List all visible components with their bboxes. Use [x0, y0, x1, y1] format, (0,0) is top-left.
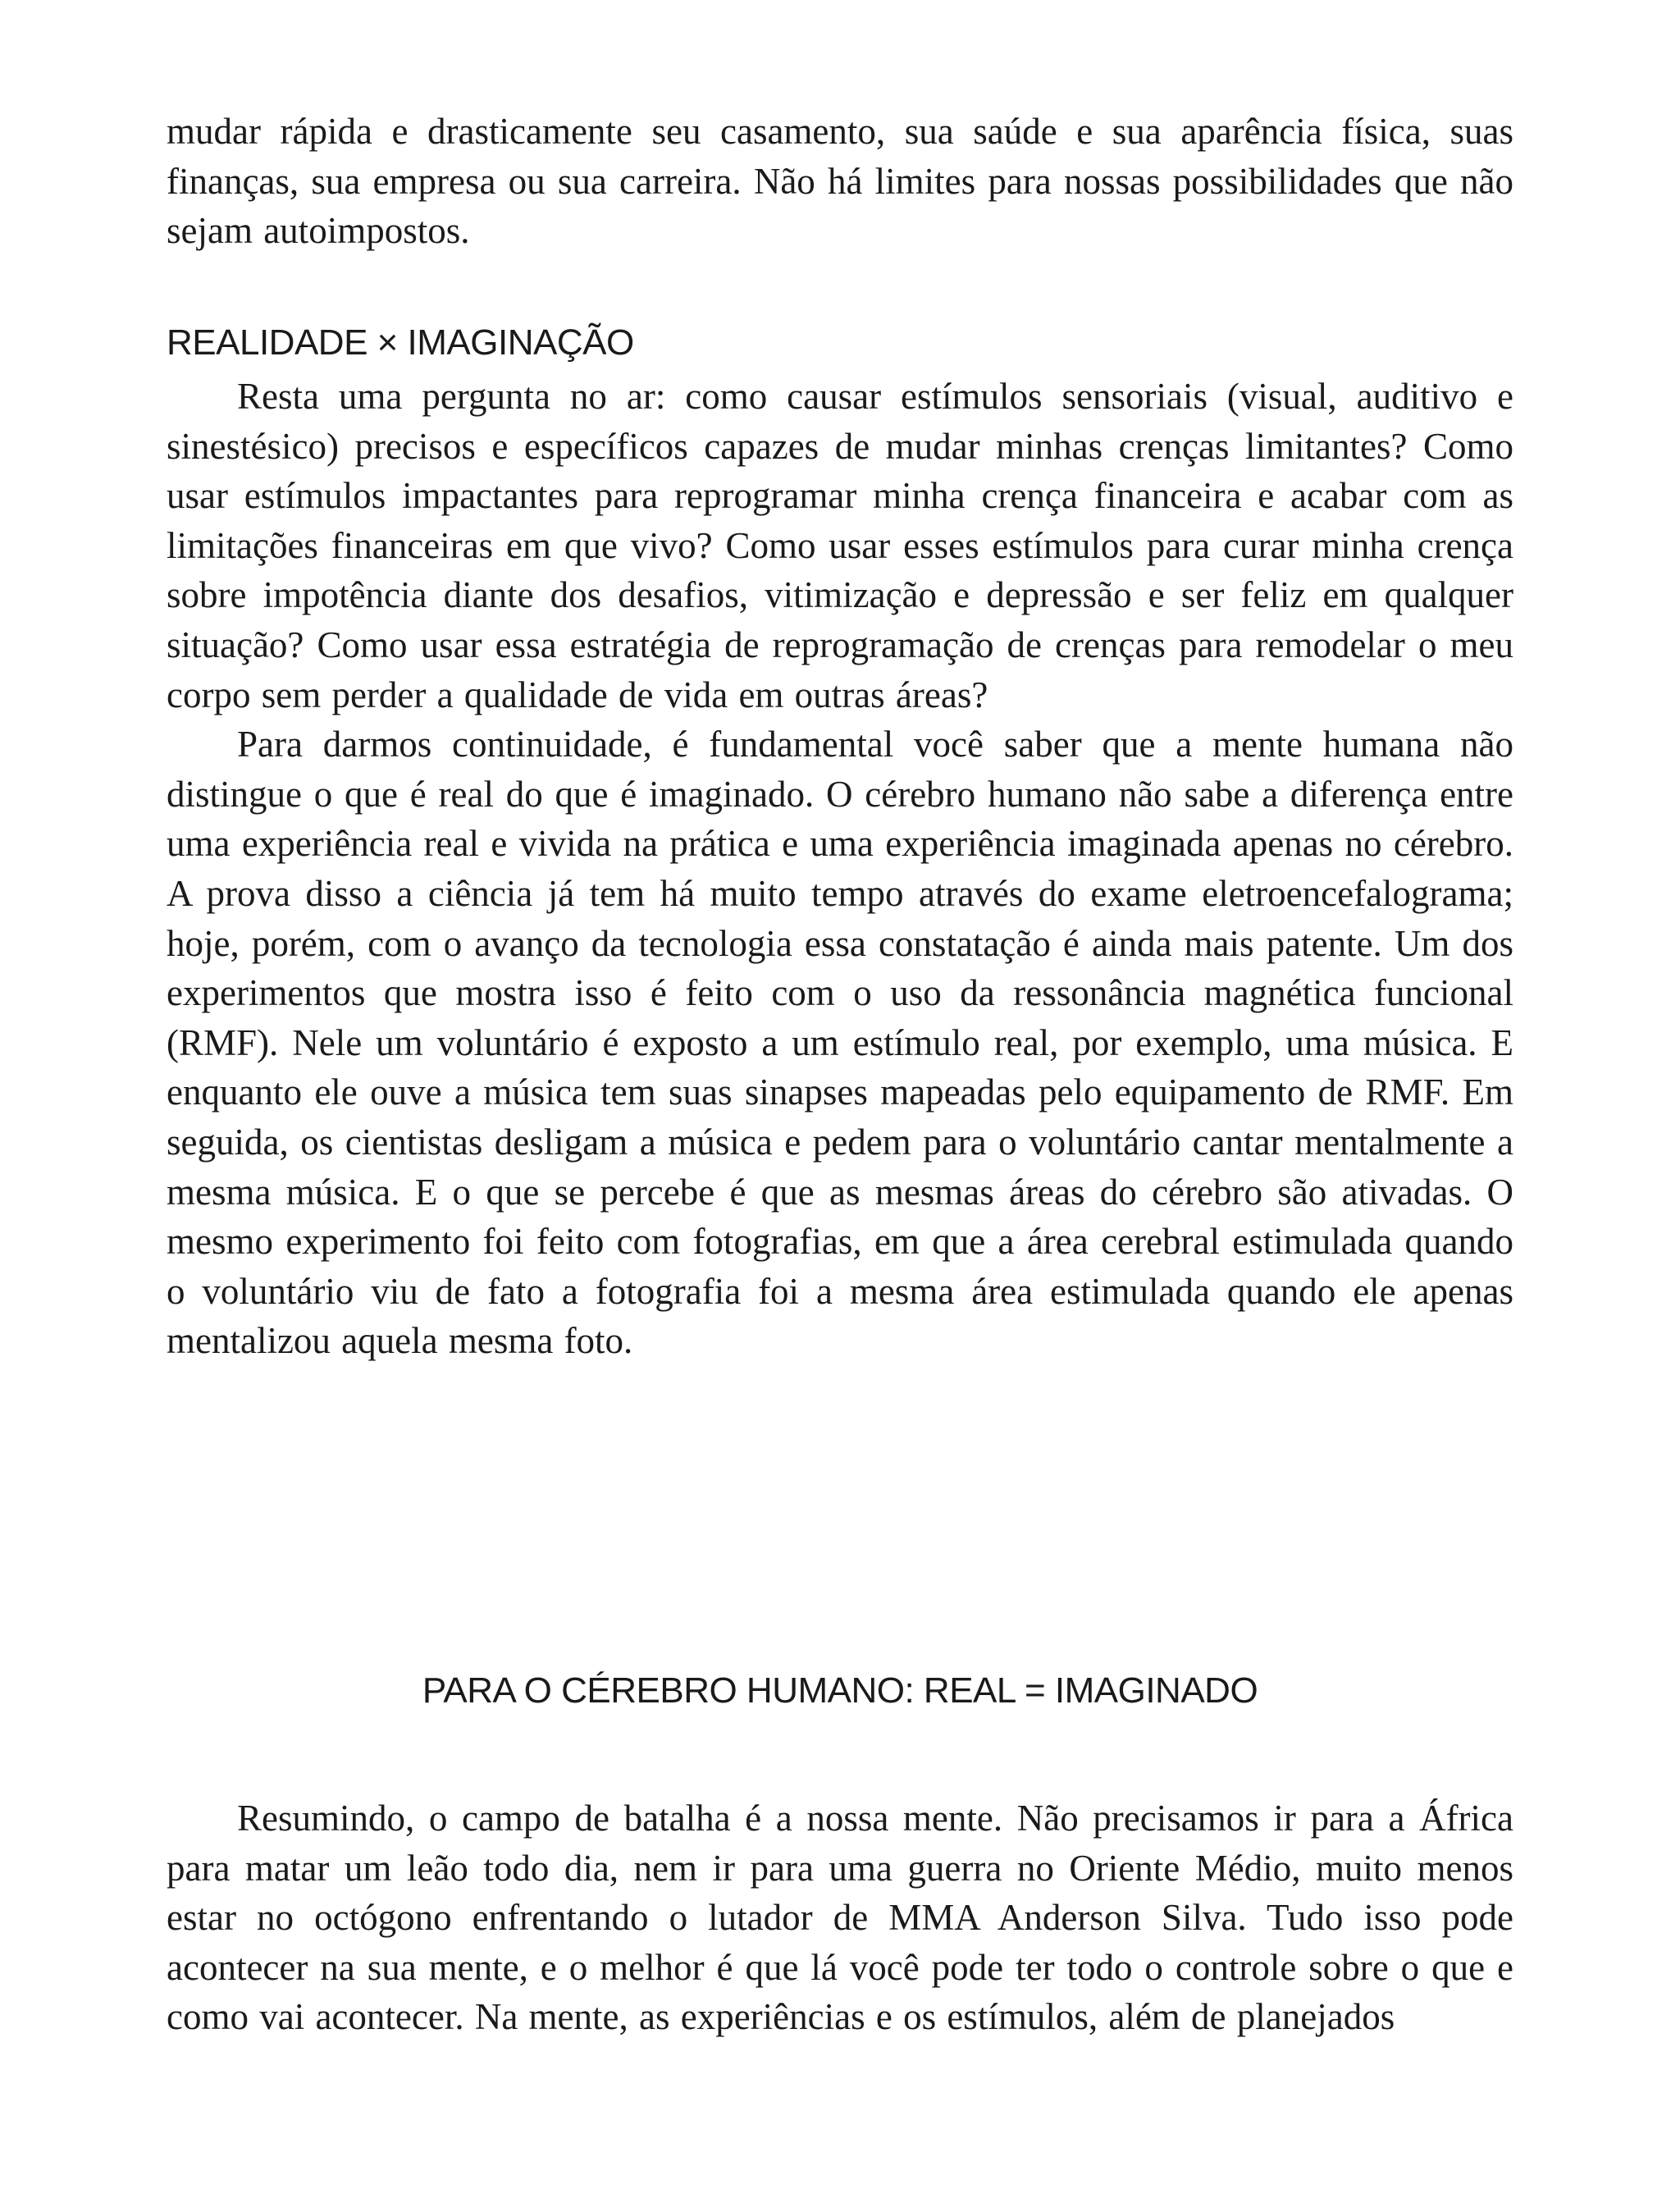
paragraph-questions: Resta uma pergunta no ar: como causar estímulos sensoriais (visual, auditivo e sinestésico) precisos e específicos capazes de mudar minhas crenças limitantes? Como usar estímulos impactantes para reprogramar minha crença financeira e acabar com as limitações financeiras em que vivo? Como usar esses estímulos para curar minha crença sobre impotência diante dos desafios, vitimização e depressão e ser feliz em qualquer situação? Como usar essa estratégia de reprogramação de crenças para remodelar o meu corpo sem perder a qualidade de vida em outras áreas? [167, 376, 1513, 715]
centered-heading: PARA O CÉREBRO HUMANO: REAL = IMAGINADO [422, 1670, 1258, 1711]
intro-paragraph: mudar rápida e drasticamente seu casamento, sua saúde e sua aparência física, suas finanças, sua empresa ou sua carreira. Não há limites para nossas possibilidades que não sejam autoimpostos. [167, 111, 1513, 252]
middle-text-block [167, 372, 1513, 1366]
intro-text-block [167, 107, 1513, 256]
bottom-text-block [167, 1793, 1513, 2042]
section-heading: REALIDADE × IMAGINAÇÃO [167, 322, 634, 363]
paragraph-summary: Resumindo, o campo de batalha é a nossa mente. Não precisamos ir para a África para matar um leão todo dia, nem ir para uma guerra no Oriente Médio, muito menos estar no octógono enfrentando o lutador de MMA Anderson Silva. Tudo isso pode acontecer na sua mente, e o melhor é que lá você pode ter todo o controle sobre o que e como vai acontecer. Na mente, as experiências e os estímulos, além de planejados [167, 1798, 1513, 2038]
paragraph-brain-experiment: Para darmos continuidade, é fundamental você saber que a mente humana não distingue o que é real do que é imaginado. O cérebro humano não sabe a diferença entre uma experiência real e vivida na prática e uma experiência imaginada apenas no cérebro. A prova disso a ciência já tem há muito tempo através do exame eletroencefalograma; hoje, porém, com o avanço da tecnologia essa constatação é ainda mais patente. Um dos experimentos que mostra isso é feito com o uso da ressonância magnética funcional (RMF). Nele um voluntário é exposto a um estímulo real, por exemplo, uma música. E enquanto ele ouve a música tem suas sinapses mapeadas pelo equipamento de RMF. Em seguida, os cientistas desligam a música e pedem para o voluntário cantar mentalmente a mesma música. E o que se percebe é que as mesmas áreas do cérebro são ativadas. O mesmo experimento foi feito com fotografias, em que a área cerebral estimulada quando o voluntário viu de fato a fotografia foi a mesma área estimulada quando ele apenas mentalizou aquela mesma foto. [167, 724, 1513, 1362]
